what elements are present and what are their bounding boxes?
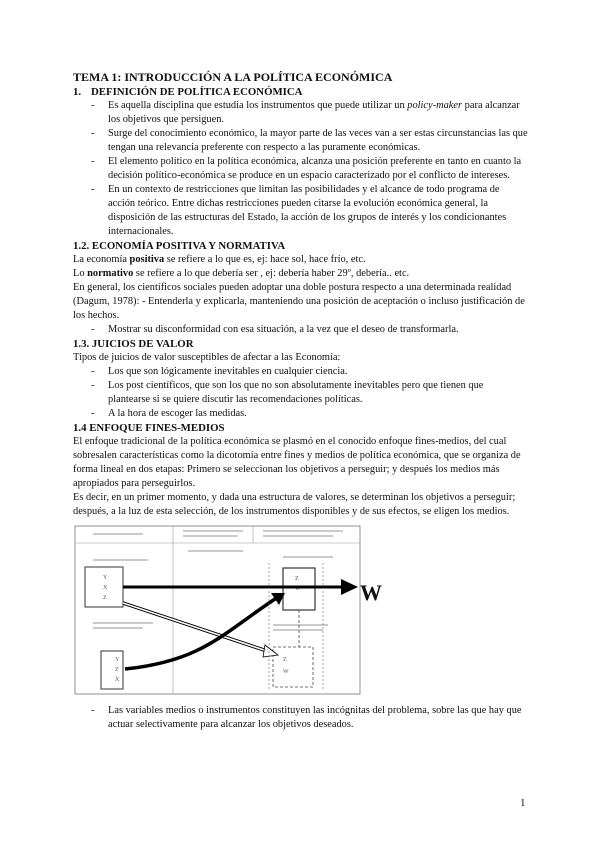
line-text: se refiere a lo que debería ser , ej: debería haber 29º, debería.. etc. (133, 268, 410, 279)
section-4-list (73, 704, 528, 732)
instruments-box (101, 651, 123, 689)
section-3-bullet-2: - Los post científicos, que son los que no son absolutamente inevitables pero que tienen que plantearse si se quiere discutir las recomendaciones políticas. (73, 379, 528, 407)
normativo-term: normativo (87, 268, 134, 279)
section-2-bullet-1: - Mostrar su disconformidad con esa situación, a la vez que el deseo de transformarla. (73, 323, 528, 337)
section-3-bullet-1: - Los que son lógicamente inevitables en cualquier ciencia. (73, 365, 528, 379)
line-text: Lo (73, 268, 88, 279)
section-4-bullet-1: - Las variables medios o instrumentos constituyen las incógnitas del problema, sobre las que hay que actuar selectivamente para alcanzar los objetivos deseados. (73, 704, 528, 732)
section-4-paragraph-2: Es decir, en un primer momento, y dada una estructura de valores, se determinan los objetivos a perseguir; después, a la luz de esta selección, de los instrumentos disponibles y de sus efectos, se eligen los medios. (73, 492, 516, 517)
section-1-list (73, 99, 528, 239)
diagram-graphic (73, 523, 373, 698)
svg-text:X: X (115, 677, 120, 683)
section-3-list (73, 365, 528, 421)
svg-text:Y: Y (115, 657, 120, 663)
section-4-paragraph-1: El enfoque tradicional de la política económica se plasmó en el conocido enfoque fines-medios, del cual sobresalen características como la dicotomía entre fines y medios de política económica, que se organiza de forma lineal en dos etapas: Primero se seleccionan los objetivos a perseguir; y después los medios más apropiados para perseguirlos. (73, 436, 521, 489)
section-2-list (73, 323, 528, 337)
section-2-paragraph: En general, los científicos sociales pueden adoptar una doble postura respecto a una determinada realidad (Dagum, 1978): - Entenderla y explicarla, manteniendo una posición de aceptación o incluso justificación de los hechos. (73, 282, 525, 321)
section-1-bullet-2: - Surge del conocimiento económico, la mayor parte de las veces van a ser estas circunstancias las que tengan una relevancia preferente con respecto a las puramente económicas. (73, 127, 528, 155)
line-text: La economía (73, 254, 130, 265)
result-box (273, 647, 313, 687)
svg-text:Z: Z (103, 595, 107, 601)
svg-text:Z: Z (283, 657, 287, 663)
section-3-intro: Tipos de juicios de valor susceptibles de afectar a las Economía: (73, 352, 341, 363)
section-1-heading-text: DEFINICIÓN DE POLÍTICA ECONÓMICA (91, 86, 303, 98)
svg-text:W: W (283, 669, 289, 675)
document-content (73, 70, 528, 732)
outcome-w-label: W (360, 580, 382, 605)
section-1-bullet-4: - En un contexto de restricciones que limitan las posibilidades y el alcance de todo programa de acción teórico. Entre dichas restricciones pueden citarse la evolución económica general, la disposición de las estructuras del Estado, la acción de los grupos de interés y los condicionantes internacionales. (73, 183, 528, 239)
positiva-term: positiva (129, 254, 165, 265)
document-title: TEMA 1: INTRODUCCIÓN A LA POLÍTICA ECONÓMICA (73, 70, 393, 84)
section-2-line-normativo (73, 267, 528, 281)
bullet-text: Es aquella disciplina que estudia los instrumentos que puede utilizar un (108, 100, 408, 111)
bullet-text: para alcanzar los objetivos que persiguen. (108, 100, 520, 125)
svg-text:X: X (103, 585, 108, 591)
section-1-bullet-1 (73, 99, 528, 127)
svg-text:Z: Z (115, 667, 119, 673)
section-2-heading: 1.2. ECONOMÍA POSITIVA Y NORMATIVA (73, 240, 286, 252)
policy-maker-term: policy-maker (407, 100, 463, 111)
page-number: 1 (520, 797, 526, 809)
svg-text:W: W (295, 586, 301, 592)
section-2-line-positiva (73, 253, 528, 267)
section-3-heading: 1.3. JUICIOS DE VALOR (73, 338, 194, 350)
curve-arrow (125, 597, 278, 669)
ends-means-diagram (73, 523, 382, 698)
section-4-heading: 1.4 ENFOQUE FINES-MEDIOS (73, 422, 225, 434)
section-1-bullet-3: - El elemento político en la política económica, alcanza una posición preferente en tanto en cuanto la decisión político-económica se produce en un espacio caracterizado por el conflicto de intereses. (73, 155, 528, 183)
svg-text:Z: Z (295, 576, 299, 582)
line-text: se refiere a lo que es, ej: hace sol, hace frío, etc. (164, 254, 366, 265)
section-1-number: 1. (73, 86, 82, 98)
svg-text:Y: Y (103, 575, 108, 581)
section-3-bullet-3: - A la hora de escoger las medidas. (73, 407, 528, 421)
section-1-heading (73, 85, 528, 99)
